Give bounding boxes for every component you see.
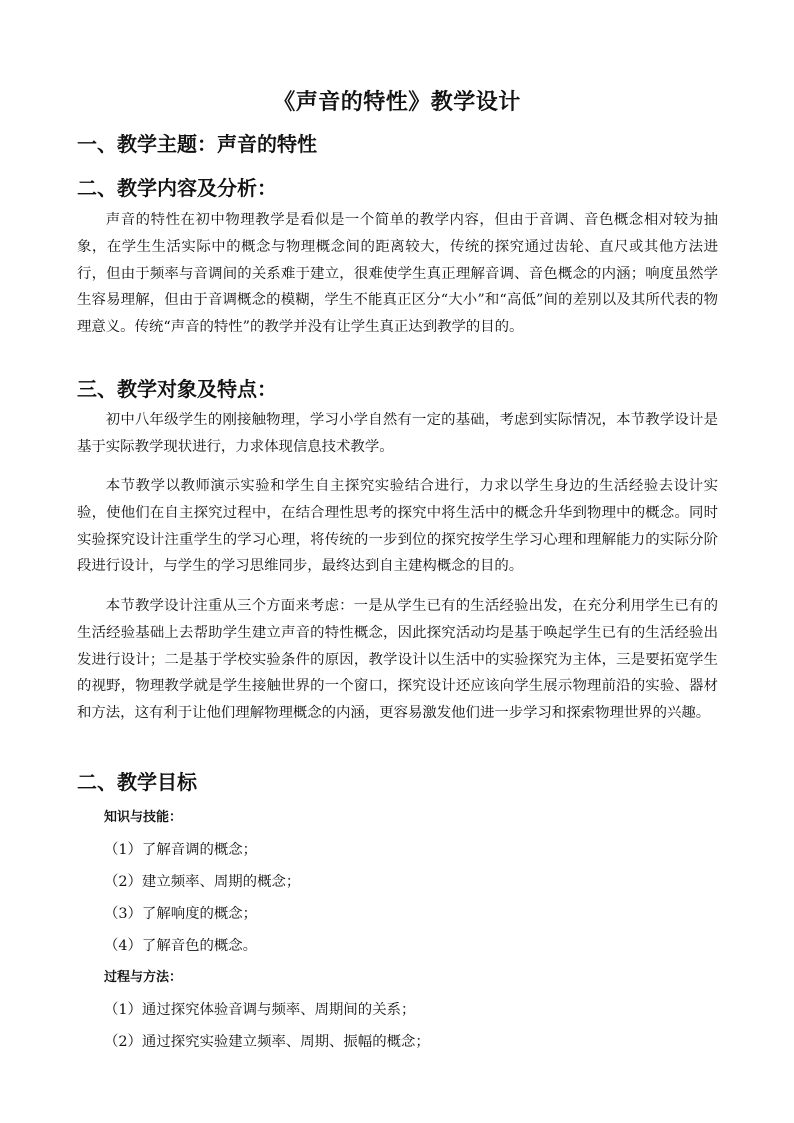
section-heading-objectives: 二、教学目标 bbox=[77, 770, 197, 794]
subheading-process-methods: 过程与方法： bbox=[104, 970, 183, 985]
subheading-knowledge-skills: 知识与技能： bbox=[104, 810, 183, 825]
paragraph-audience-2: 本节教学以教师演示实验和学生自主探究实验结合进行，力求以学生身边的生活经验去设计实验，使他们在自主探究过程中，在结合理性思考的探究中将生活中的概念升华到物理中的概念。同时实验探究设计注重学生的学习心理，将传统的一步到位的探究按学生学习心理和理解能力的实际分阶段进行设计，与学生的学习思维同步，最终达到自主建构概念的目的。 bbox=[77, 478, 718, 575]
document-title: 《声音的特性》教学设计 bbox=[273, 89, 521, 115]
paragraph-audience-3: 本节教学设计注重从三个方面来考虑：一是从学生已有的生活经验出发，在充分利用学生已有的生活经验基础上去帮助学生建立声音的特性概念，因此探究活动均是基于唤起学生已有的生活经验出发进行设计；二是基于学校实验条件的原因，教学设计以生活中的实验探究为主体，三是要拓宽学生的视野，物理教学就是学生接触世界的一个窗口，探究设计还应该向学生展示物理前沿的实验、器材和方法，这有利于让他们理解物理概念的内涵，更容易激发他们进一步学习和探索物理世界的兴趣。 bbox=[77, 598, 718, 722]
list-item: （1）通过探究体验音调与频率、周期间的关系； bbox=[104, 1002, 416, 1018]
section-heading-topic: 一、教学主题：声音的特性 bbox=[77, 132, 317, 156]
list-item: （4）了解音色的概念。 bbox=[104, 938, 258, 954]
paragraph-content-analysis: 声音的特性在初中物理教学是看似是一个简单的教学内容，但由于音调、音色概念相对较为抽象，在学生生活实际中的概念与物理概念间的距离较大，传统的探究通过齿轮、直尺或其他方法进行，但由于频率与音调间的关系难于建立，很难使学生真正理解音调、音色概念的内涵；响度虽然学生容易理解，但由于音调概念的模糊，学生不能真正区分“大小”和“高低”间的差别以及其所代表的物理意义。传统“声音的特性”的教学并没有让学生真正达到教学的目的。 bbox=[77, 212, 718, 336]
paragraph-audience-1: 初中八年级学生的刚接触物理，学习小学自然有一定的基础，考虑到实际情况，本节教学设计是基于实际教学现状进行，力求体现信息技术教学。 bbox=[77, 412, 718, 455]
list-item: （3）了解响度的概念； bbox=[104, 906, 258, 922]
section-heading-audience: 三、教学对象及特点： bbox=[77, 377, 277, 401]
section-heading-content-analysis: 二、教学内容及分析： bbox=[77, 176, 277, 200]
list-item: （1）了解音调的概念； bbox=[104, 842, 258, 858]
list-item: （2）通过探究实验建立频率、周期、振幅的概念； bbox=[104, 1034, 430, 1050]
list-item: （2）建立频率、周期的概念； bbox=[104, 874, 301, 890]
